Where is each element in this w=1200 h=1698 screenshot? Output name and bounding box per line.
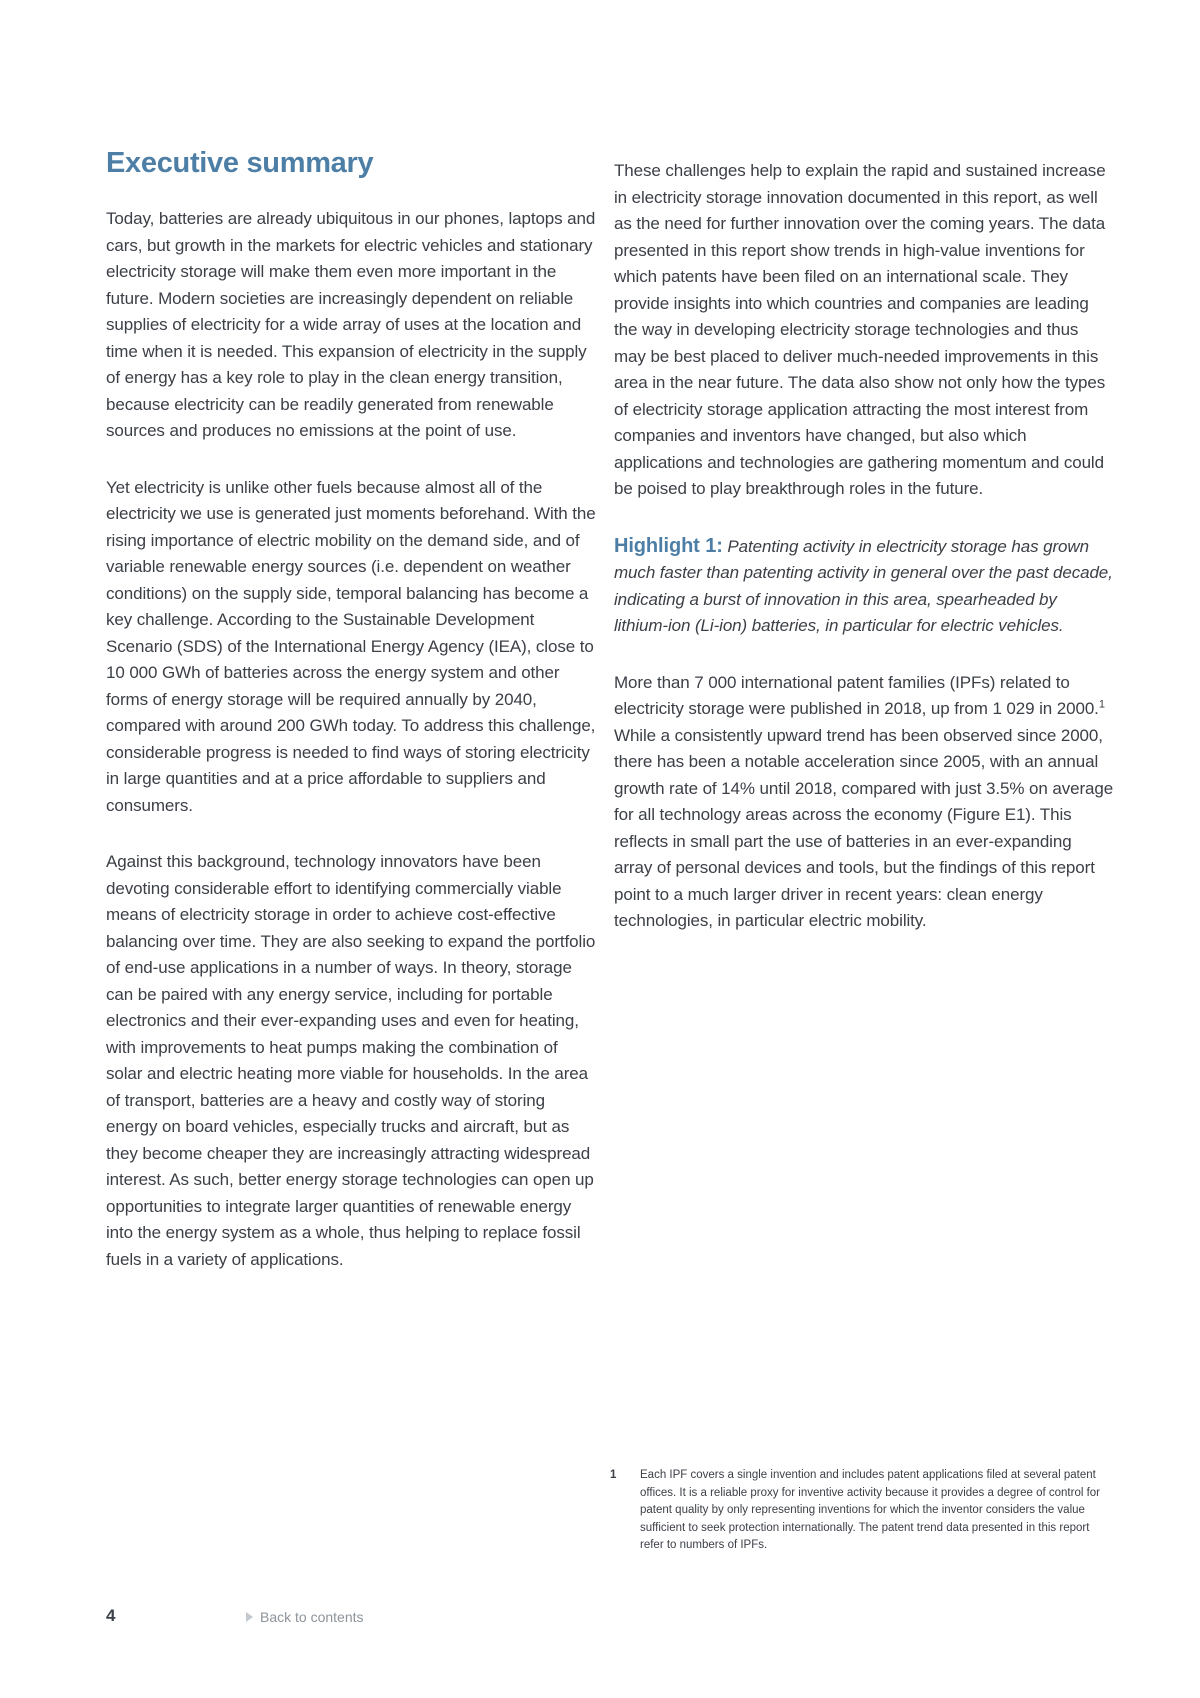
left-column bbox=[106, 146, 596, 1303]
ipf-text-after-footnote: While a consistently upward trend has been observed since 2000, there has been a notable acceleration since 2005, with an annual growth rate of 14% until 2018, compared with just 3.5% on average for all technology areas across the economy (Figure E1). This reflects in small part the use of batteries in an ever-expanding array of personal devices and tools, but the findings of this report point to a much larger driver in recent years: clean energy technologies, in particular electric mobility. bbox=[614, 725, 1114, 930]
highlight-1-callout bbox=[614, 533, 1114, 640]
right-column bbox=[614, 158, 1114, 965]
back-to-contents-label: Back to contents bbox=[260, 1609, 364, 1625]
back-to-contents-link[interactable] bbox=[246, 1609, 364, 1625]
triangle-right-icon bbox=[246, 1612, 253, 1622]
page-number: 4 bbox=[106, 1606, 116, 1625]
footnote-text: Each IPF covers a single invention and includes patent applications filed at several patent offices. It is a reliable proxy for inventive activity because it provides a degree of control for patent quality by only representing inventions for which the inventor considers the value sufficient to seek protection internationally. The patent trend data presented in this report refer to numbers of IPFs. bbox=[640, 1469, 1101, 1551]
highlight-1-text: Patenting activity in electricity storage has grown much faster than patenting activity in general over the past decade, indicating a burst of innovation in this area, spearheaded by lithium-ion (Li-ion) batteries, in particular for electric vehicles. bbox=[614, 536, 1113, 635]
paragraph-technology-innovators: Against this background, technology innovators have been devoting considerable effort to identifying commercially viable means of electricity storage in order to achieve cost-effective balancing over time. They are also seeking to expand the portfolio of end-use applications in a number of ways. In theory, storage can be paired with any energy service, including for portable electronics and their ever-expanding uses and even for heating, with improvements to heat pumps making the combination of solar and electric heating more viable for households. In the area of transport, batteries are a heavy and costly way of storing energy on board vehicles, especially trucks and aircraft, but as they become cheaper they are increasingly attracting widespread interest. As such, better energy storage technologies can open up opportunities to integrate larger quantities of renewable energy into the energy system as a whole, thus helping to replace fossil fuels in a variety of applications. bbox=[106, 852, 596, 1269]
paragraph-electricity-unlike-fuels: Yet electricity is unlike other fuels because almost all of the electricity we use is generated just moments beforehand. With the rising importance of electric mobility on the demand side, and of variable renewable energy sources (i.e. dependent on weather conditions) on the supply side, temporal balancing has become a key challenge. According to the Sustainable Development Scenario (SDS) of the International Energy Agency (IEA), close to 10 000 GWh of batteries across the energy system and other forms of energy storage will be required annually by 2040, compared with around 200 GWh today. To address this challenge, considerable progress is needed to find ways of storing electricity in large quantities and at a price affordable to suppliers and consumers. bbox=[106, 477, 596, 815]
footnote-1 bbox=[610, 1467, 1110, 1555]
footnote-number: 1 bbox=[610, 1469, 617, 1481]
paragraph-batteries-ubiquitous: Today, batteries are already ubiquitous in our phones, laptops and cars, but growth in the markets for electric vehicles and stationary electricity storage will make them even more important in the future. Modern societies are increasingly dependent on reliable supplies of electricity for a wide array of uses at the location and time when it is needed. This expansion of electricity in the supply of energy has a key role to play in the clean energy transition, because electricity can be readily generated from renewable sources and produces no emissions at the point of use. bbox=[106, 209, 596, 440]
footnote-reference-1: 1 bbox=[1098, 698, 1105, 711]
ipf-text-before-footnote: More than 7 000 international patent families (IPFs) related to electricity storage were published in 2018, up from 1 029 in 2000. bbox=[614, 672, 1099, 718]
page-title: Executive summary bbox=[106, 147, 374, 179]
highlight-1-label: Highlight 1: bbox=[614, 534, 723, 557]
paragraph-challenges-innovation: These challenges help to explain the rapid and sustained increase in electricity storage innovation documented in this report, as well as the need for further innovation over the coming years. The data presented in this report show trends in high-value inventions for which patents have been filed on an international scale. They provide insights into which countries and companies are leading the way in developing electricity storage technologies and thus may be best placed to deliver much-needed improvements in this area in the near future. The data also show not only how the types of electricity storage application attracting the most interest from companies and inventors have changed, but also which applications and technologies are gathering momentum and could be poised to play breakthrough roles in the future. bbox=[614, 161, 1106, 498]
paragraph-ipf-trend bbox=[614, 670, 1114, 935]
